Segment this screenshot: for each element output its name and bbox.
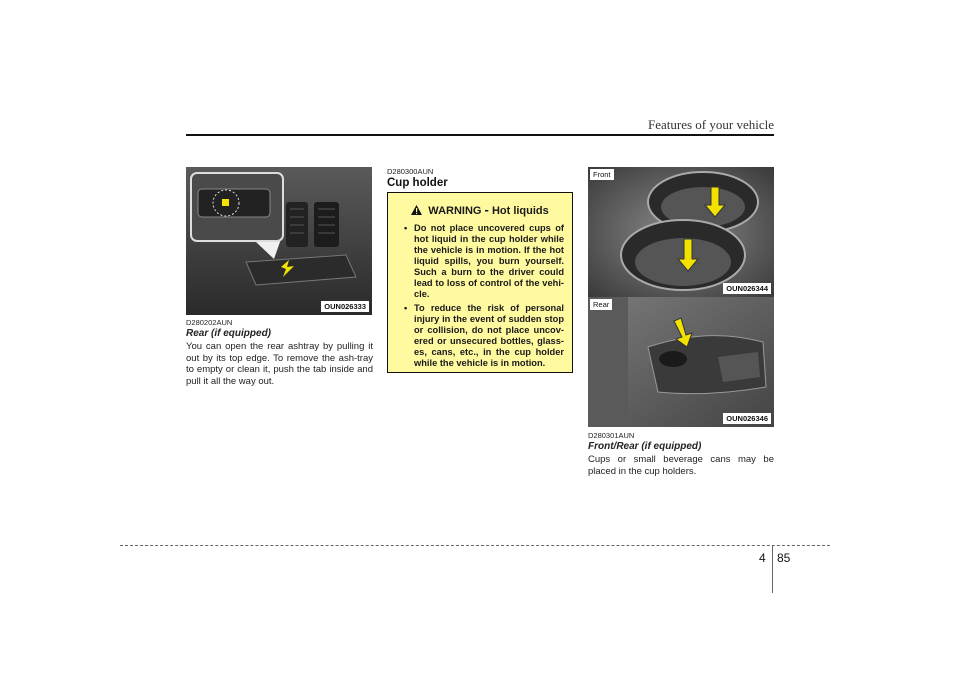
front-cup-holder-photo bbox=[588, 167, 774, 297]
warning-item: • Do not place uncovered cups of hot liquid in the cup holder while the vehicle is in motion. If the hot liquid spills, you burn yourself. Such a burn to the driver could lead to loss of control of the vehi-cle. bbox=[404, 223, 564, 300]
ashtray-illustration bbox=[186, 167, 372, 315]
photo-corner-label: Front bbox=[590, 169, 614, 180]
warning-heading bbox=[388, 202, 572, 218]
body-text: You can open the rear ashtray by pulling it out by its top edge. To remove the ash-tray to empty or clean it, push the tab inside and pull it all the way out. bbox=[186, 341, 373, 387]
photo-label: OUN026344 bbox=[723, 283, 771, 294]
photo-label: OUN026333 bbox=[321, 301, 369, 312]
subheading: Rear (if equipped) bbox=[186, 328, 272, 339]
section-heading: Cup holder bbox=[387, 177, 448, 189]
section-code: D280202AUN bbox=[186, 318, 233, 327]
warning-item: • To reduce the risk of personal injury in the event of sudden stop or collision, do not place uncov-ered or unsecured bottles, glass-es, cans, etc., in the cup holder while the vehicle is in motion. bbox=[404, 303, 564, 369]
section-title: Features of your vehicle bbox=[648, 117, 774, 132]
page-number: 85 bbox=[777, 551, 791, 565]
section-code: D280300AUN bbox=[387, 167, 434, 176]
warning-label: WARNING bbox=[428, 205, 482, 217]
ashtray-photo bbox=[186, 167, 372, 315]
warning-subject: Hot liquids bbox=[491, 205, 549, 217]
rear-cup-holder-photo bbox=[588, 297, 774, 427]
chapter-number: 4 bbox=[759, 551, 766, 565]
footer-rule bbox=[120, 545, 830, 546]
warning-list bbox=[388, 223, 572, 369]
photo-label: OUN026346 bbox=[723, 413, 771, 424]
page-divider bbox=[772, 545, 773, 593]
warning-triangle-icon bbox=[411, 205, 422, 218]
rear-cup-holder-illustration bbox=[588, 297, 774, 427]
subheading: Front/Rear (if equipped) bbox=[588, 441, 702, 452]
header-rule bbox=[186, 134, 774, 136]
photo-corner-label: Rear bbox=[590, 299, 612, 310]
section-code: D280301AUN bbox=[588, 431, 635, 440]
warning-box bbox=[387, 192, 573, 373]
warning-dash: - bbox=[484, 202, 489, 217]
body-text: Cups or small beverage cans may be placed in the cup holders. bbox=[588, 454, 774, 477]
front-cup-holder-illustration bbox=[588, 167, 774, 297]
